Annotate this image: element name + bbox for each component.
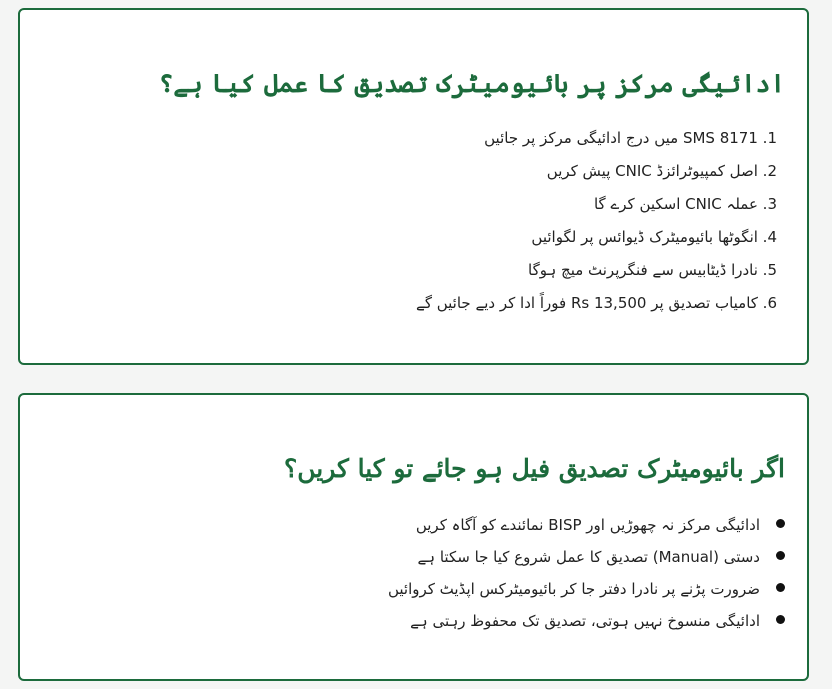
failure-actions-list xyxy=(20,509,807,637)
bullet-icon xyxy=(776,551,785,560)
process-step: 5. نادرا ڈیٹابیس سے فنگرپرنٹ میچ ہوگا xyxy=(528,261,777,279)
list-item xyxy=(20,509,785,541)
list-item-text: ضرورت پڑنے پر نادرا دفتر جا کر بائیومیٹرکس اپڈیٹ کروائیں xyxy=(387,580,760,598)
bullet-icon xyxy=(776,519,785,528)
process-card-title: ادائیگی مرکز پر بائیومیٹرک تصدیق کا عمل کیا ہے؟ xyxy=(158,69,785,98)
process-step: 3. عملہ CNIC اسکین کرے گا xyxy=(593,195,777,213)
biometric-process-card xyxy=(18,8,809,365)
list-item-text: ادائیگی منسوخ نہیں ہوتی، تصدیق تک محفوظ رہتی ہے xyxy=(410,612,760,630)
process-steps-list xyxy=(20,122,807,320)
list-item xyxy=(20,605,785,637)
process-step: 2. اصل کمپیوٹرائزڈ CNIC پیش کریں xyxy=(546,162,777,180)
process-step: 1. SMS 8171 میں درج ادائیگی مرکز پر جائیں xyxy=(484,129,777,147)
bullet-icon xyxy=(776,615,785,624)
list-item xyxy=(20,541,785,573)
list-item-text: ادائیگی مرکز نہ چھوڑیں اور BISP نمائندے کو آگاہ کریں xyxy=(415,516,760,534)
failure-card-title: اگر بائیومیٹرک تصدیق فیل ہو جائے تو کیا کریں؟ xyxy=(283,454,785,483)
list-item xyxy=(20,573,785,605)
process-step: 6. کامیاب تصدیق پر Rs 13,500 فوراً ادا کر دیے جائیں گے xyxy=(416,294,777,312)
verification-failure-card xyxy=(18,393,809,681)
list-item-text: دستی (Manual) تصدیق کا عمل شروع کیا جا سکتا ہے xyxy=(417,548,760,566)
process-step: 4. انگوٹھا بائیومیٹرک ڈیوائس پر لگوائیں xyxy=(531,228,777,246)
bullet-icon xyxy=(776,583,785,592)
